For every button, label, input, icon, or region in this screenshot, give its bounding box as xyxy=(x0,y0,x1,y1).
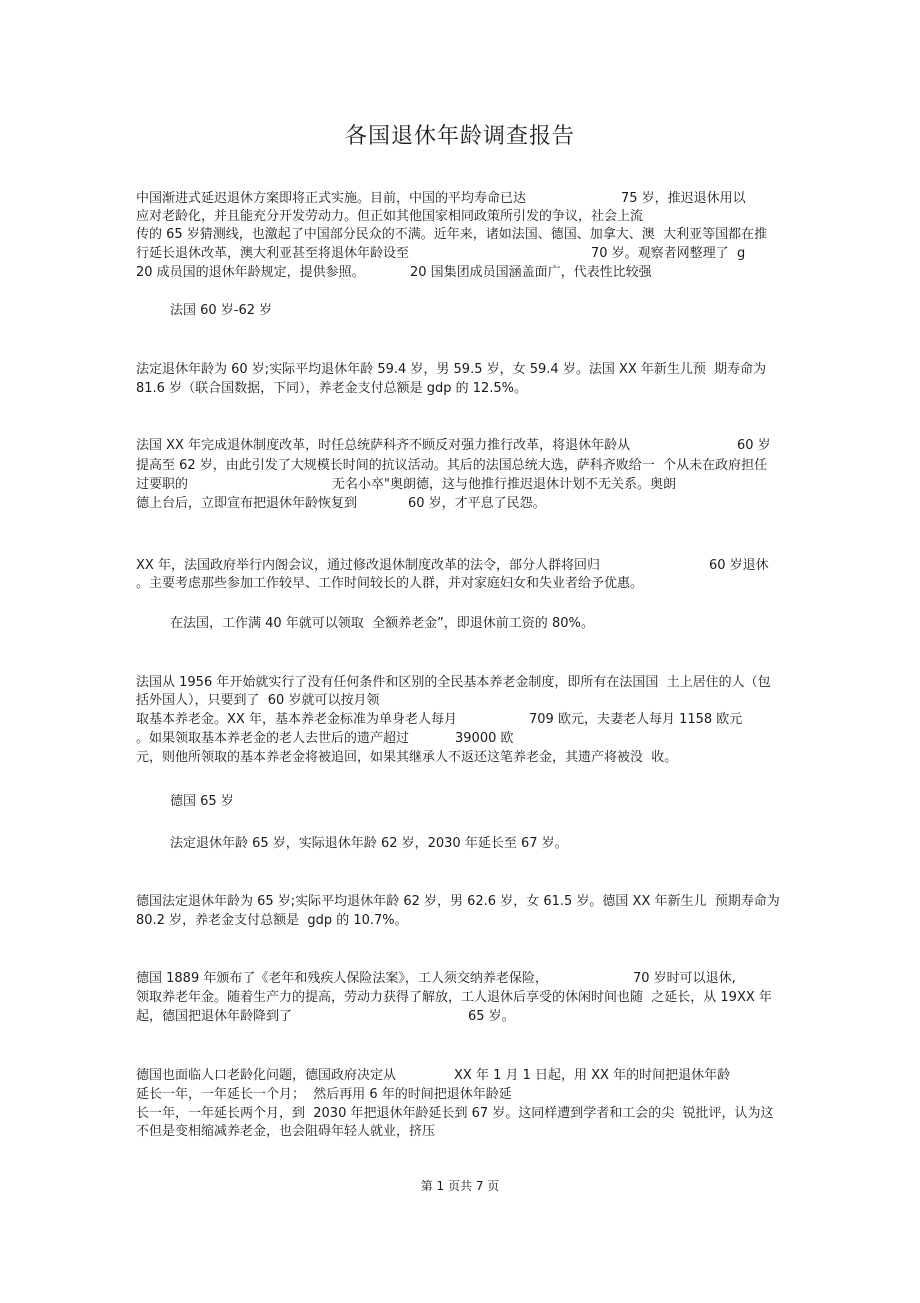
section-heading: 德国 65 岁 xyxy=(170,794,234,809)
text-line: 长一年，一年延长两个月，到 2030 年把退休年龄延长到 67 岁。这同样遭到学者和工会的尖 锐批评，认为这 xyxy=(136,1106,774,1121)
text-line: 领取养老年金。随着生产力的提高，劳动力获得了解放，工人退休后享受的休闲时间也随 之延长，从 19XX 年 xyxy=(136,990,772,1005)
text-line: 行延长退休改革，澳大利亚甚至将退休年龄设至 70 岁。观察者网整理了 g xyxy=(136,246,746,261)
text-line: 德上台后，立即宣布把退休年龄恢复到 60 岁，才平息了民怨。 xyxy=(136,496,546,511)
text-line: 延长一年，一年延长一个月； 然后再用 6 年的时间把退休年龄延 xyxy=(136,1087,512,1102)
text-line: 20 成员国的退休年龄规定，提供参照。 20 国集团成员国涵盖面广，代表性比较强 xyxy=(136,265,652,280)
text-line: 应对老龄化，并且能充分开发劳动力。但正如其他国家相同政策所引发的争议，社会上流 xyxy=(136,209,644,224)
text-line: 起，德国把退休年龄降到了 65 岁。 xyxy=(136,1009,515,1024)
section-heading: 法国 60 岁-62 岁 xyxy=(170,303,273,318)
text-line: 德国 1889 年颁布了《老年和残疾人保险法案》，工人须交纳养老保险， 70 岁时可以退休, xyxy=(136,971,736,986)
text-line: 德国也面临人口老龄化问题，德国政府决定从 XX 年 1 月 1 日起，用 XX 年的时间把退休年龄 xyxy=(136,1068,731,1083)
text-line: 法国 XX 年完成退休制度改革，时任总统萨科齐不顾反对强力推行改革，将退休年龄从 60 岁 xyxy=(136,438,771,453)
text-line: 德国法定退休年龄为 65 岁;实际平均退休年龄 62 岁，男 62.6 岁，女 61.5 岁。德国 XX 年新生儿 预期寿命为 xyxy=(136,894,780,909)
text-line: 中国渐进式延迟退休方案即将正式实施。目前，中国的平均寿命已达 75 岁，推迟退休用以 xyxy=(136,191,746,206)
text-line: 80.2 岁，养老金支付总额是 gdp 的 10.7%。 xyxy=(136,913,408,928)
text-line: 提高至 62 岁，由此引发了大规模长时间的抗议活动。其后的法国总统大选，萨科齐败给一 个从未在政府担任 xyxy=(136,458,768,473)
text-line: 。如果领取基本养老金的老人去世后的遗产超过 39000 欧 xyxy=(136,731,514,746)
page-number-footer: 第 1 页共 7 页 xyxy=(420,1179,500,1193)
text-line: 法定退休年龄为 60 岁;实际平均退休年龄 59.4 岁，男 59.5 岁，女 59.4 岁。法国 XX 年新生儿预 期寿命为 xyxy=(136,362,767,377)
text-line: 81.6 岁（联合国数据，下同），养老金支付总额是 gdp 的 12.5%。 xyxy=(136,381,528,396)
text-line: 不但是变相缩减养老金，也会阻碍年轻人就业，挤压 xyxy=(136,1124,436,1139)
text-line: 。主要考虑那些参加工作较早、工作时间较长的人群，并对家庭妇女和失业者给予优惠。 xyxy=(136,576,644,591)
text-line: 法国从 1956 年开始就实行了没有任何条件和区别的全民基本养老金制度，即所有在法国国 土上居住的人（包 xyxy=(136,675,771,690)
text-line: 传的 65 岁猜测线，也激起了中国部分民众的不满。近年来，诸如法国、德国、加拿大、澳 大利亚等国都在推 xyxy=(136,227,768,242)
text-line: 法定退休年龄 65 岁，实际退休年龄 62 岁，2030 年延长至 67 岁。 xyxy=(170,836,568,851)
text-line: 取基本养老金。XX 年，基本养老金标准为单身老人每月 709 欧元，夫妻老人每月 1158 欧元 xyxy=(136,712,743,727)
text-line: 在法国，工作满 40 年就可以领取 全额养老金”，即退休前工资的 80%。 xyxy=(170,616,594,631)
text-line: 括外国人），只要到了 60 岁就可以按月领 xyxy=(136,693,380,708)
text-line: XX 年，法国政府举行内阁会议，通过修改退休制度改革的法令，部分人群将回归 60 岁退休 xyxy=(136,558,769,573)
document-title: 各国退休年龄调查报告 xyxy=(344,124,575,149)
text-line: 元，则他所领取的基本养老金将被追回，如果其继承人不返还这笔养老金，其遗产将被没 收。 xyxy=(136,750,678,765)
text-line: 过要职的 无名小卒"奥朗德，这与他推行推迟退休计划不无关系。奥朗 xyxy=(136,477,676,492)
